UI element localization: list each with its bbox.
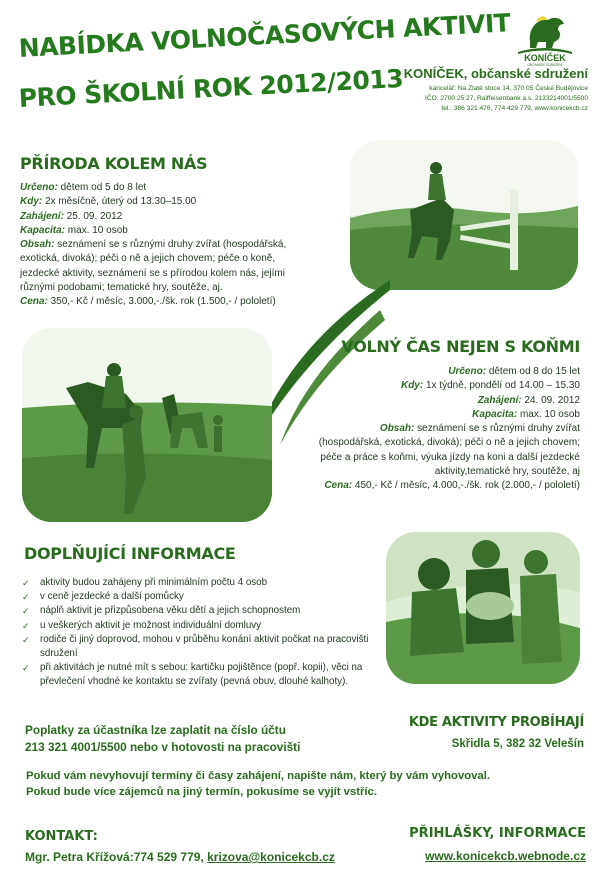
horse-logo-icon <box>510 10 580 66</box>
list-item: ✓ aktivity budou zahájeny při minimálním počtu 4 osob <box>22 576 392 590</box>
additional-list <box>22 576 392 690</box>
additional-title: DOPLŇUJÍCÍ INFORMACE <box>24 544 236 563</box>
organization-address: kancelář: Na Zlaté stoce 14, 370 05 České Budějovice <box>429 85 588 92</box>
activity1-start: 25. 09. 2012 <box>66 210 123 222</box>
headline-line-1: NABÍDKA VOLNOČASOVÝCH AKTIVIT <box>18 8 512 63</box>
notice-line-2: Pokud bude více zájemců na jiný termín, pokusíme se vyjít vstříc. <box>26 786 377 798</box>
activity1-capacity-label: Kapacita: <box>20 224 66 236</box>
list-item: ✓ rodiče či jiný doprovod, mohou v průběhu konání aktivit počkat na pracovišti sdružení <box>22 633 392 661</box>
activity1-content-1: seznámení se s různými druhy zvířat (hospodářská, <box>57 239 287 251</box>
organization-logo <box>510 10 580 66</box>
activity2-title: VOLNÝ ČAS NEJEN S KOŇMI <box>341 337 580 356</box>
activity1-content-4: různými podobami; tematické hry, soutěže, aj. <box>20 282 223 294</box>
organization-name: KONÍČEK, občanské sdružení <box>403 66 588 81</box>
list-item: ✓ náplň aktivit je přizpůsobena věku dětí a jejich schopnostem <box>22 604 392 618</box>
list-item: ✓ při aktivitách je nutné mít s sebou: kartičku pojištěnce (popř. kopii), věci na převlečení vhodné ke kontaktu se zvířaty (pevná obuv, dlouhé kalhoty). <box>22 661 392 689</box>
payment-line-1: Poplatky za účastníka lze zaplatit na číslo účtu <box>25 723 286 737</box>
activity1-content-3: jezdecké aktivity, seznámení se s přírodou kolem nás, jejími <box>20 267 285 279</box>
contact-email-link[interactable]: krizova@konicekcb.cz <box>207 850 335 864</box>
activity2-price-row <box>260 479 580 493</box>
activity2-when-label: Kdy: <box>400 380 424 392</box>
logo-text: KONÍČEK <box>524 53 566 63</box>
activity2-target-row <box>260 365 580 379</box>
list-item: ✓ u veškerých aktivit je možnost individuální domluvy <box>22 619 392 633</box>
activity1-when-row <box>20 195 340 209</box>
activity2-start-label: Zahájení: <box>477 394 522 406</box>
activity1-when: 2x měsíčně, úterý od 13.30–15.00 <box>45 196 197 208</box>
location-info <box>409 715 584 750</box>
activity2-content-3: péče a práce s koňmi, výuka jízdy na koni a další jezdecké <box>320 451 580 463</box>
activity2-start: 24. 09. 2012 <box>524 394 580 406</box>
activity2-content-1: seznámení se s různými druhy zvířat <box>417 423 580 435</box>
contact-person: Mgr. Petra Křížová:774 529 779, <box>25 850 204 864</box>
location-address: Skřidla 5, 382 32 Velešín <box>451 738 584 750</box>
location-title: KDE AKTIVITY PROBÍHAJÍ <box>408 715 584 730</box>
activity2-when: 1x týdně, pondělí od 14.00 – 15.30 <box>425 380 580 392</box>
activity1-target-label: Určeno: <box>20 182 58 193</box>
activity2-details <box>260 365 580 494</box>
activity2-target: dětem od 8 do 15 let <box>488 366 580 377</box>
logo-subtext: OBČANSKÉ SDRUŽENÍ <box>527 63 563 66</box>
apply-title: PŘIHLÁŠKY, INFORMACE <box>409 826 586 841</box>
organization-ids: IČO: 2700 25 27, Raiffeisenbank a.s. 2133214001/5500 <box>424 95 588 102</box>
list-item: ✓ v ceně jezdecké a další pomůcky <box>22 590 392 604</box>
activity2-content-4: aktivity,tematické hry, soutěže, aj <box>434 466 580 478</box>
activity1-title: PŘÍRODA KOLEM NÁS <box>20 154 208 173</box>
headline-line-2: PRO ŠKOLNÍ ROK 2012/2013 <box>18 63 404 113</box>
activity1-content-row <box>20 238 340 252</box>
activity2-content-row <box>260 422 580 436</box>
photo-horse-jump <box>350 140 578 290</box>
activity2-capacity: max. 10 osob <box>519 408 580 420</box>
activity2-content-2: (hospodářská, exotická, divoká); péči o ně a jejich chovem; <box>318 437 580 449</box>
photo-kids-horses <box>22 328 272 522</box>
activity1-price: 350,- Kč / měsíc, 3.000,-./šk. rok (1.500,- / pololetí) <box>50 296 276 308</box>
activity2-capacity-label: Kapacita: <box>472 408 518 420</box>
organization-info <box>404 66 588 114</box>
activity2-content-label: Obsah: <box>379 423 415 435</box>
contact-line <box>25 850 335 864</box>
activity1-price-label: Cena: <box>20 296 48 308</box>
payment-info <box>25 722 300 756</box>
activity2-when-row <box>260 379 580 393</box>
activity2-start-row <box>260 394 580 408</box>
activity2-price: 450,- Kč / měsíc, 4.000,-./šk. rok (2.000,- / pololetí) <box>354 480 580 492</box>
activity1-target-row <box>20 181 340 195</box>
activity1-content-label: Obsah: <box>20 239 55 251</box>
schedule-notice <box>26 768 490 800</box>
contact-title: KONTAKT: <box>25 829 98 844</box>
activity1-capacity: max. 10 osob <box>67 224 128 236</box>
activity1-start-row <box>20 210 340 224</box>
photo-kids-animal <box>386 532 580 684</box>
apply-website-link[interactable]: www.konicekcb.webnode.cz <box>425 849 586 863</box>
activity1-when-label: Kdy: <box>20 196 43 208</box>
activity1-content-2: exotická, divoká); péči o ně a jejich chovem; péče o koně, <box>20 253 276 265</box>
notice-line-1: Pokud vám nevyhovují termíny či časy zahájení, napište nám, který by vám vyhovoval. <box>26 770 490 782</box>
activity1-capacity-row <box>20 224 340 238</box>
payment-line-2: 213 321 4001/5500 nebo v hotovosti na pracovišti <box>25 740 301 754</box>
activity1-target: dětem od 5 do 8 let <box>60 182 147 193</box>
activity2-target-label: Určeno: <box>448 366 487 377</box>
organization-phones: tel.: 386 321 476, 774 429 779, www.konicekcb.cz <box>441 105 588 112</box>
activity2-price-label: Cena: <box>324 480 353 492</box>
activity2-capacity-row <box>260 408 580 422</box>
activity1-start-label: Zahájení: <box>20 210 64 222</box>
